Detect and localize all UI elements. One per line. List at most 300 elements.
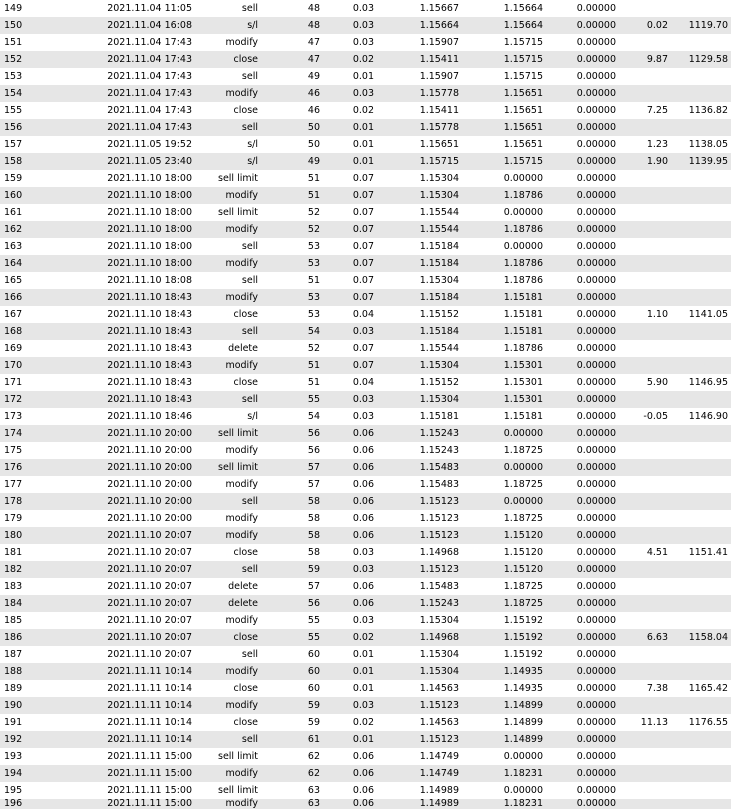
- cell-price: 1.15152: [419, 377, 459, 388]
- table-row[interactable]: [0, 731, 731, 748]
- table-row[interactable]: [0, 493, 731, 510]
- cell-sl: 1.15715: [462, 153, 546, 170]
- table-row[interactable]: [0, 306, 731, 323]
- cell-balance: [671, 697, 731, 714]
- cell-size: 0.02: [323, 51, 377, 68]
- cell-price: 1.15123: [377, 527, 462, 544]
- cell-sl: 1.14935: [503, 683, 543, 694]
- cell-tp: 0.00000: [576, 309, 616, 320]
- cell-price: 1.15243: [419, 445, 459, 456]
- cell-order: 48: [261, 17, 323, 34]
- cell-time: 2021.11.11 15:00: [51, 799, 195, 809]
- cell-profit: 5.90: [646, 377, 668, 388]
- cell-balance: [671, 357, 731, 374]
- cell-type: sell: [241, 275, 258, 286]
- cell-profit: 1.23: [646, 139, 668, 150]
- cell-balance: [671, 85, 731, 102]
- table-row[interactable]: [0, 255, 731, 272]
- cell-tp: 0.00000: [546, 85, 619, 102]
- table-row[interactable]: [0, 391, 731, 408]
- cell-size: 0.01: [352, 649, 374, 660]
- cell-profit: [619, 85, 671, 102]
- cell-order: 60: [307, 649, 320, 660]
- cell-balance: 1141.05: [688, 309, 728, 320]
- cell-order: 51: [307, 173, 320, 184]
- cell-time: 2021.11.11 10:14: [107, 683, 192, 694]
- cell-price: 1.15544: [377, 221, 462, 238]
- cell-sl: 1.18786: [462, 255, 546, 272]
- cell-time: 2021.11.10 20:00: [51, 459, 195, 476]
- cell-deal-number: 164: [0, 255, 51, 272]
- table-row[interactable]: [0, 425, 731, 442]
- cell-order: 52: [261, 221, 323, 238]
- table-row[interactable]: [0, 476, 731, 493]
- table-row[interactable]: [0, 0, 731, 17]
- cell-tp: 0.00000: [576, 717, 616, 728]
- cell-order: 51: [261, 357, 323, 374]
- cell-tp: 0.00000: [546, 459, 619, 476]
- cell-sl: 1.14899: [503, 717, 543, 728]
- cell-type: close: [233, 683, 258, 694]
- cell-balance: 1138.05: [688, 139, 728, 150]
- cell-price: 1.15184: [419, 241, 459, 252]
- cell-profit: [619, 272, 671, 289]
- cell-size: 0.03: [352, 615, 374, 626]
- table-row[interactable]: [0, 714, 731, 731]
- cell-size: 0.03: [323, 391, 377, 408]
- cell-sl: 1.15651: [462, 85, 546, 102]
- cell-balance: [671, 204, 731, 221]
- cell-time: 2021.11.10 18:00: [51, 255, 195, 272]
- table-row[interactable]: [0, 765, 731, 782]
- cell-profit: [619, 476, 671, 493]
- cell-profit: [619, 731, 671, 748]
- cell-deal-number: 159: [4, 173, 23, 184]
- cell-deal-number: 188: [0, 663, 51, 680]
- cell-size: 0.03: [323, 323, 377, 340]
- cell-profit: [619, 204, 671, 221]
- table-row[interactable]: [0, 170, 731, 187]
- cell-tp: 0.00000: [546, 493, 619, 510]
- table-row[interactable]: [0, 459, 731, 476]
- cell-balance: [671, 612, 731, 629]
- cell-tp: 0.00000: [546, 17, 619, 34]
- cell-profit: -0.05: [643, 411, 668, 422]
- cell-tp: 0.00000: [576, 581, 616, 592]
- cell-balance: [671, 221, 731, 238]
- cell-size: 0.07: [323, 255, 377, 272]
- cell-profit: [619, 527, 671, 544]
- table-row[interactable]: [0, 17, 731, 34]
- cell-time: 2021.11.10 20:07: [51, 595, 195, 612]
- cell-sl: 1.14899: [462, 731, 546, 748]
- cell-type: delete: [228, 343, 258, 354]
- cell-balance: 1146.90: [688, 411, 728, 422]
- table-row[interactable]: [0, 357, 731, 374]
- cell-profit: [619, 187, 671, 204]
- cell-balance: [671, 476, 731, 493]
- cell-tp: 0.00000: [546, 221, 619, 238]
- table-row[interactable]: [0, 136, 731, 153]
- cell-tp: 0.00000: [546, 153, 619, 170]
- cell-order: 61: [261, 731, 323, 748]
- table-row[interactable]: [0, 595, 731, 612]
- cell-price: 1.15123: [377, 493, 462, 510]
- table-row[interactable]: [0, 153, 731, 170]
- table-row[interactable]: [0, 374, 731, 391]
- table-row[interactable]: [0, 187, 731, 204]
- cell-time: 2021.11.04 16:08: [51, 17, 195, 34]
- cell-size: 0.06: [352, 785, 374, 796]
- cell-sl: 1.15192: [462, 629, 546, 646]
- cell-order: 57: [261, 459, 323, 476]
- cell-order: 57: [307, 581, 320, 592]
- cell-order: 47: [261, 51, 323, 68]
- cell-size: 0.07: [352, 173, 374, 184]
- cell-price: 1.15181: [419, 411, 459, 422]
- cell-sl: 0.00000: [503, 751, 543, 762]
- cell-profit: [619, 323, 671, 340]
- cell-price: 1.15907: [419, 37, 459, 48]
- cell-tp: 0.00000: [576, 615, 616, 626]
- cell-profit: [619, 119, 671, 136]
- cell-order: 60: [307, 683, 320, 694]
- table-row[interactable]: [0, 51, 731, 68]
- cell-type: close: [233, 547, 258, 558]
- cell-time: 2021.11.10 20:07: [107, 649, 192, 660]
- cell-price: 1.15184: [377, 255, 462, 272]
- table-row[interactable]: [0, 782, 731, 799]
- cell-price: 1.15664: [377, 17, 462, 34]
- cell-balance: [671, 272, 731, 289]
- cell-profit: 0.02: [619, 17, 671, 34]
- cell-sl: 0.00000: [462, 459, 546, 476]
- cell-size: 0.06: [352, 479, 374, 490]
- table-row[interactable]: [0, 748, 731, 765]
- cell-type: close: [195, 629, 261, 646]
- cell-time: 2021.11.10 18:00: [51, 221, 195, 238]
- table-row[interactable]: [0, 544, 731, 561]
- cell-size: 0.01: [323, 153, 377, 170]
- cell-price: 1.14749: [377, 765, 462, 782]
- table-row[interactable]: [0, 680, 731, 697]
- cell-deal-number: 163: [4, 241, 23, 252]
- cell-order: 60: [261, 663, 323, 680]
- cell-size: 0.04: [352, 377, 374, 388]
- cell-profit: [619, 510, 671, 527]
- cell-price: 1.14968: [377, 629, 462, 646]
- cell-time: 2021.11.10 20:00: [51, 425, 195, 442]
- cell-profit: [619, 595, 671, 612]
- cell-time: 2021.11.10 18:43: [51, 391, 195, 408]
- table-row[interactable]: [0, 442, 731, 459]
- cell-deal-number: 161: [4, 207, 23, 218]
- cell-tp: 0.00000: [546, 255, 619, 272]
- cell-balance: [671, 442, 731, 459]
- table-row[interactable]: [0, 578, 731, 595]
- cell-time: 2021.11.04 17:43: [107, 71, 192, 82]
- cell-order: 53: [307, 241, 320, 252]
- cell-time: 2021.11.11 15:00: [107, 751, 192, 762]
- cell-size: 0.03: [323, 561, 377, 578]
- cell-type: modify: [195, 85, 261, 102]
- cell-sl: 1.18786: [503, 343, 543, 354]
- cell-profit: [619, 357, 671, 374]
- cell-order: 51: [261, 187, 323, 204]
- cell-order: 58: [307, 513, 320, 524]
- table-row[interactable]: [0, 323, 731, 340]
- table-row[interactable]: [0, 289, 731, 306]
- cell-profit: 7.38: [646, 683, 668, 694]
- cell-sl: 1.15192: [503, 615, 543, 626]
- cell-deal-number: 186: [0, 629, 51, 646]
- cell-sl: 1.18786: [503, 275, 543, 286]
- table-row[interactable]: [0, 629, 731, 646]
- cell-type: s/l: [195, 17, 261, 34]
- cell-time: 2021.11.11 15:00: [107, 785, 192, 796]
- cell-price: 1.15123: [377, 731, 462, 748]
- cell-profit: [619, 748, 671, 765]
- cell-size: 0.01: [323, 663, 377, 680]
- table-row[interactable]: [0, 697, 731, 714]
- cell-time: 2021.11.10 20:07: [107, 581, 192, 592]
- cell-time: 2021.11.11 10:14: [51, 731, 195, 748]
- cell-order: 56: [307, 445, 320, 456]
- cell-sl: 1.15715: [503, 71, 543, 82]
- cell-order: 50: [261, 119, 323, 136]
- cell-sl: 1.14899: [462, 697, 546, 714]
- cell-size: 0.03: [352, 411, 374, 422]
- table-row[interactable]: [0, 612, 731, 629]
- cell-balance: 1139.95: [671, 153, 731, 170]
- cell-size: 0.06: [323, 595, 377, 612]
- cell-sl: 1.15120: [462, 527, 546, 544]
- cell-tp: 0.00000: [576, 139, 616, 150]
- cell-price: 1.15304: [377, 391, 462, 408]
- cell-sl: 1.15301: [462, 357, 546, 374]
- table-row[interactable]: [0, 510, 731, 527]
- cell-profit: [619, 646, 671, 663]
- cell-price: 1.15123: [419, 513, 459, 524]
- cell-time: 2021.11.04 17:43: [107, 37, 192, 48]
- cell-tp: 0.00000: [546, 323, 619, 340]
- table-row[interactable]: [0, 68, 731, 85]
- cell-balance: [671, 238, 731, 255]
- cell-price: 1.15304: [419, 275, 459, 286]
- cell-tp: 0.00000: [576, 37, 616, 48]
- table-row[interactable]: [0, 561, 731, 578]
- cell-price: 1.15243: [377, 425, 462, 442]
- table-row[interactable]: [0, 85, 731, 102]
- cell-deal-number: 177: [4, 479, 23, 490]
- cell-deal-number: 162: [0, 221, 51, 238]
- cell-balance: [671, 0, 731, 17]
- cell-size: 0.03: [323, 697, 377, 714]
- cell-tp: 0.00000: [576, 3, 616, 14]
- cell-price: 1.15715: [377, 153, 462, 170]
- cell-time: 2021.11.10 18:00: [107, 207, 192, 218]
- cell-type: modify: [195, 765, 261, 782]
- table-row[interactable]: [0, 272, 731, 289]
- cell-sl: 0.00000: [503, 785, 543, 796]
- cell-size: 0.07: [352, 207, 374, 218]
- cell-deal-number: 190: [0, 697, 51, 714]
- cell-order: 46: [261, 85, 323, 102]
- cell-type: modify: [195, 289, 261, 306]
- cell-tp: 0.00000: [576, 479, 616, 490]
- cell-order: 62: [307, 751, 320, 762]
- cell-profit: [619, 289, 671, 306]
- cell-type: sell limit: [195, 459, 261, 476]
- cell-deal-number: 187: [4, 649, 23, 660]
- cell-size: 0.03: [352, 37, 374, 48]
- cell-balance: [671, 527, 731, 544]
- cell-balance: [671, 493, 731, 510]
- table-row[interactable]: [0, 119, 731, 136]
- cell-time: 2021.11.04 11:05: [107, 3, 192, 14]
- cell-order: 51: [307, 377, 320, 388]
- cell-profit: [619, 238, 671, 255]
- cell-type: modify: [195, 357, 261, 374]
- cell-balance: 1129.58: [671, 51, 731, 68]
- cell-profit: [619, 442, 671, 459]
- cell-time: 2021.11.10 20:07: [51, 527, 195, 544]
- cell-type: sell: [241, 649, 258, 660]
- cell-price: 1.15304: [377, 187, 462, 204]
- cell-order: 52: [307, 343, 320, 354]
- cell-size: 0.01: [352, 139, 374, 150]
- cell-price: 1.15184: [377, 289, 462, 306]
- cell-profit: [619, 578, 671, 595]
- cell-balance: [671, 459, 731, 476]
- cell-order: 58: [261, 493, 323, 510]
- table-row[interactable]: [0, 799, 731, 809]
- table-row[interactable]: [0, 238, 731, 255]
- cell-profit: 11.13: [640, 717, 668, 728]
- cell-type: modify: [195, 799, 261, 809]
- cell-size: 0.06: [352, 751, 374, 762]
- cell-deal-number: 167: [4, 309, 23, 320]
- cell-price: 1.15152: [419, 309, 459, 320]
- cell-balance: [671, 663, 731, 680]
- cell-size: 0.04: [352, 309, 374, 320]
- cell-deal-number: 196: [0, 799, 51, 809]
- cell-balance: [671, 578, 731, 595]
- cell-type: sell limit: [218, 173, 258, 184]
- cell-sl: 1.18786: [462, 187, 546, 204]
- cell-deal-number: 175: [4, 445, 23, 456]
- cell-size: 0.07: [323, 289, 377, 306]
- cell-size: 0.06: [323, 765, 377, 782]
- cell-type: modify: [225, 615, 258, 626]
- cell-tp: 0.00000: [546, 119, 619, 136]
- cell-time: 2021.11.10 18:43: [107, 377, 192, 388]
- cell-balance: 1176.55: [688, 717, 728, 728]
- cell-type: sell limit: [218, 785, 258, 796]
- cell-tp: 0.00000: [576, 377, 616, 388]
- table-row[interactable]: [0, 221, 731, 238]
- cell-size: 0.07: [352, 275, 374, 286]
- cell-price: 1.14749: [419, 751, 459, 762]
- cell-balance: [671, 255, 731, 272]
- cell-time: 2021.11.10 18:00: [107, 173, 192, 184]
- cell-order: 49: [307, 71, 320, 82]
- table-row[interactable]: [0, 646, 731, 663]
- cell-order: 53: [261, 255, 323, 272]
- cell-deal-number: 189: [4, 683, 23, 694]
- cell-sl: 1.15651: [503, 139, 543, 150]
- cell-price: 1.15123: [377, 561, 462, 578]
- table-row[interactable]: [0, 663, 731, 680]
- cell-sl: 1.15181: [503, 309, 543, 320]
- cell-tp: 0.00000: [576, 513, 616, 524]
- cell-type: sell: [195, 391, 261, 408]
- cell-price: 1.15651: [419, 139, 459, 150]
- cell-tp: 0.00000: [576, 207, 616, 218]
- cell-price: 1.15907: [419, 71, 459, 82]
- cell-time: 2021.11.10 18:43: [107, 309, 192, 320]
- cell-balance: [671, 119, 731, 136]
- cell-type: s/l: [195, 153, 261, 170]
- table-row[interactable]: [0, 408, 731, 425]
- cell-order: 52: [307, 207, 320, 218]
- cell-deal-number: 153: [4, 71, 23, 82]
- cell-order: 54: [261, 323, 323, 340]
- cell-sl: 1.15664: [503, 3, 543, 14]
- cell-type: s/l: [247, 411, 258, 422]
- cell-order: 58: [261, 527, 323, 544]
- cell-deal-number: 150: [0, 17, 51, 34]
- cell-deal-number: 166: [0, 289, 51, 306]
- cell-type: s/l: [247, 139, 258, 150]
- cell-size: 0.06: [352, 445, 374, 456]
- cell-price: 1.15304: [419, 649, 459, 660]
- cell-size: 0.06: [323, 493, 377, 510]
- cell-type: close: [233, 309, 258, 320]
- cell-order: 54: [307, 411, 320, 422]
- cell-deal-number: 192: [0, 731, 51, 748]
- cell-balance: [671, 765, 731, 782]
- cell-profit: [619, 221, 671, 238]
- table-row[interactable]: [0, 527, 731, 544]
- cell-price: 1.14968: [419, 547, 459, 558]
- cell-time: 2021.11.04 17:43: [107, 105, 192, 116]
- cell-type: close: [195, 51, 261, 68]
- cell-profit: [619, 782, 671, 799]
- cell-deal-number: 195: [4, 785, 23, 796]
- cell-balance: [671, 391, 731, 408]
- cell-time: 2021.11.11 10:14: [107, 717, 192, 728]
- cell-deal-number: 178: [0, 493, 51, 510]
- cell-type: delete: [195, 595, 261, 612]
- table-row[interactable]: [0, 34, 731, 51]
- cell-deal-number: 173: [4, 411, 23, 422]
- cell-profit: 4.51: [646, 547, 668, 558]
- cell-order: 56: [261, 595, 323, 612]
- cell-price: 1.15304: [377, 663, 462, 680]
- cell-tp: 0.00000: [576, 105, 616, 116]
- cell-time: 2021.11.05 23:40: [51, 153, 195, 170]
- cell-balance: [671, 748, 731, 765]
- cell-tp: 0.00000: [546, 51, 619, 68]
- cell-price: 1.14563: [419, 683, 459, 694]
- table-row[interactable]: [0, 204, 731, 221]
- cell-type: sell: [241, 71, 258, 82]
- cell-tp: 0.00000: [576, 785, 616, 796]
- table-row[interactable]: [0, 340, 731, 357]
- cell-deal-number: 179: [4, 513, 23, 524]
- table-row[interactable]: [0, 102, 731, 119]
